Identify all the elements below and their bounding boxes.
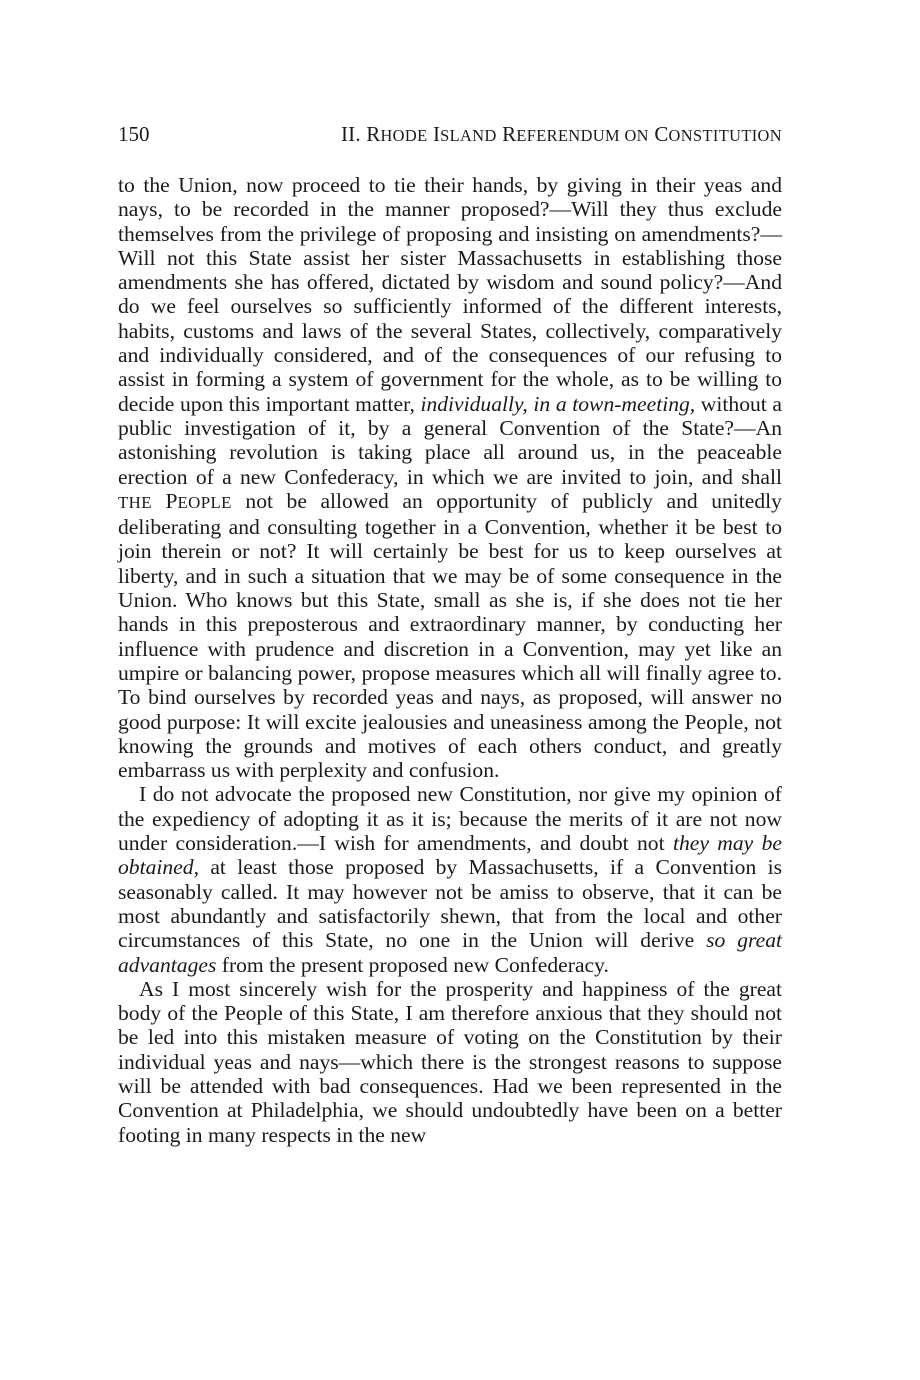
running-head	[341, 122, 782, 147]
running-head-part: C	[648, 122, 669, 146]
smallcaps-run: THE	[118, 492, 152, 512]
running-head-smallcaps: EFERENDUM ON	[516, 126, 649, 145]
text-run: As I most sincerely wish for the prosperity and happiness of the great body of the People of this State, I am therefore anxious that they should not be led into this mistaken measure of voting on the Constitution by their individual yeas and nays—which there is the strongest reasons to suppose will be attended with bad consequences. Had we been represented in the Convention at Philadelphia, we should undoubtedly have been on a better footing in many respects in the new	[118, 976, 782, 1147]
smallcaps-run: EOPLE	[177, 492, 232, 512]
paragraph-1	[118, 173, 782, 782]
text-run: not be allowed an opportunity of publicly and unitedly deliberating and consulting together in a Convention, whether it be best to join therein or not? It will certainly be best for us to keep ourselves at liberty, and in such a situation that we may be of some consequence in the Union. Who knows but this State, small as she is, if she does not tie her hands in this preposterous and extraordinary manner, by conducting her influence with prudence and discretion in a Convention, may yet like an umpire or balancing power, propose measures which all will finally agree to. To bind ourselves by recorded yeas and nays, as proposed, will answer no good purpose: It will excite jealousies and uneasiness among the People, not knowing the grounds and motives of each others conduct, and greatly embarrass us with perplexity and confusion.	[118, 488, 782, 783]
text-run: at least those proposed by Massachusetts, if a Convention is seasonably called. It may however not be amiss to observe, that it can be most abundantly and satisfactorily shewn, that from the local and other circumstances of this State, no one in the Union will derive	[118, 855, 782, 953]
italic-run: so great advantages	[118, 928, 782, 977]
running-head-part: II. R	[340, 122, 381, 146]
body-text	[118, 173, 782, 1147]
italic-run: individually, in a town-meeting,	[420, 391, 696, 416]
text-run: I do not advocate the proposed new Constitution, nor give my opinion of the expediency of adopting it as it is; because the merits of it are not now under consideration.—I wish for amendments, and doubt not	[118, 782, 782, 856]
running-head-part: I	[427, 122, 441, 146]
page-number: 150	[118, 122, 150, 146]
page-header	[118, 122, 782, 152]
running-head-smallcaps: HODE	[380, 126, 428, 145]
text-run: P	[151, 488, 178, 513]
paragraph-2	[118, 782, 782, 976]
running-head-smallcaps: ONSTITUTION	[668, 126, 782, 145]
text-run: without a public investigation of it, by a general Convention of the State?—An astonishing revolution is taking place all around us, in the peaceable erection of a new Confederacy, in which we are invited to join, and shall	[118, 391, 782, 489]
text-run: to the Union, now proceed to tie their hands, by giving in their yeas and nays, to be recorded in the manner proposed?—Will they thus exclude themselves from the privilege of proposing and insisting on amendments?—Will not this State assist her sister Massachusetts in establishing those amendments she has offered, dictated by wisdom and sound policy?—And do we feel ourselves so sufficiently informed of the different interests, habits, customs and laws of the several States, collectively, comparatively and individually considered, and of the consequences of our refusing to assist in forming a system of government for the whole, as to be willing to decide upon this important matter,	[118, 173, 782, 416]
paragraph-3	[118, 977, 782, 1147]
italic-run: they may be obtained,	[118, 831, 782, 880]
running-head-part: R	[496, 122, 517, 146]
running-head-smallcaps: SLAND	[440, 126, 497, 145]
text-run: from the present proposed new Confederacy.	[216, 952, 609, 977]
